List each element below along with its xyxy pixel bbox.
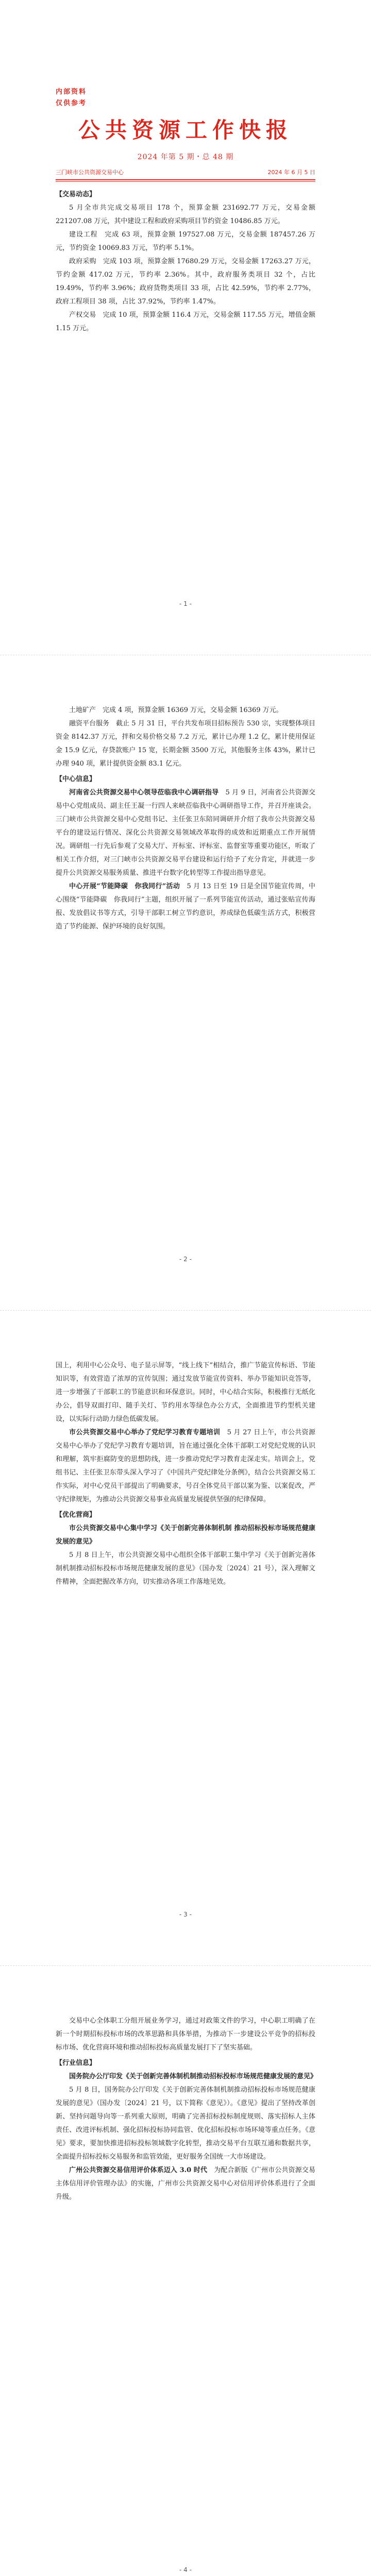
- tag-internal: 内部资料: [56, 88, 87, 96]
- tag-reference: 仅供参考: [56, 99, 87, 107]
- news-body: 5 月 13 日至 19 日是全国节能宣传周，中心围绕“节能降碳 你我同行”主题，组织开展了一系列节能宣传活动，通过张贴宣传海报、发放倡议书等方式，引导干部职工树立节约意识，养成绿色低碳生活方式，积极营造了节约能源、保护环境的良好氛围。: [56, 883, 315, 930]
- page-number: - 1 -: [179, 600, 192, 607]
- paragraph: 建设工程 完成 63 项，预算金额 197527.08 万元，交易金额 187457.26 万元，节约资金 10069.83 万元，节约率 5.1%。: [56, 231, 315, 252]
- news-item: [56, 786, 315, 880]
- page-number: - 3 -: [179, 1911, 192, 1918]
- section-heading-trading: 【交易动态】: [56, 191, 96, 198]
- section-heading-policy: 【优化营商】: [56, 1511, 96, 1519]
- news-headline: 广州公共资源交易信用评价体系迈入 3.0 时代: [69, 2166, 208, 2174]
- news-headline: 河南省公共资源交易中心领导莅临我中心调研指导: [69, 789, 219, 796]
- paragraph: 政府采购 完成 103 项，预算金额 17680.29 万元，交易金额 17263.27 万元，节约金额 417.02 万元，节约率 2.36%。其中，政府服务类项目 32 个，占比 19.49%，节约率 3.96%；政府货物类项目 33 项，占比 42.59%，节约率 2.77%，政府工程项目 38 项，占比 37.92%，节约率 1.47%。: [56, 258, 315, 306]
- news-body: 为配合新版《广州市公共资源交易主体信用评价管理办法》的实施，广州市公共资源交易中心对信用评价体系进行了全面升级。: [56, 2166, 315, 2201]
- page-number: - 2 -: [179, 1256, 192, 1263]
- masthead-tags: [56, 0, 315, 109]
- page-2: [0, 655, 371, 1311]
- masthead-meta: [56, 168, 315, 180]
- paragraph: 5 月 8 日，国务院办公厅印发《关于创新完善体制机制推动招标投标市场规范健康发展的意见》（国办发〔2024〕21 号，以下简称《意见》）。《意见》提出了坚持改革创新、坚持问题导向等一系列重大原则，明确了完善招标投标制度规则、落实招标人主体责任、改进评标机制、强化招标投标协同监管、优化招标投标市场环境等重点任务。《意见》要求，要加快推进招标投标领域数字化转型，推动交易平台互联互通和数据共享，全面提升招标投标交易服务和监管效能，更好服务全国统一大市场建设。: [56, 2086, 315, 2161]
- paragraph: 交易中心全体职工分组开展业务学习，通过对政策文件的学习，中心职工明确了在新一个时期招标投标市场的改革思路和具体举措，为推动下一步建设公平竞争的招标投标市场、优化营商环境和推动招标投标高质量发展打下了坚实基础。: [56, 2017, 315, 2052]
- paragraph: 5 月 8 日上午，市公共资源交易中心组织全体干部职工集中学习《关于创新完善体制机制推动招标投标市场规范健康发展的意见》（国办发〔2024〕21 号），深入理解文件精神，全面把握改革方向，切实推动各项工作落地见效。: [56, 1551, 315, 1586]
- page-number: - 4 -: [179, 2566, 192, 2573]
- page-1: [0, 0, 371, 655]
- publish-date: 2024 年 6 月 5 日: [267, 169, 315, 176]
- section-heading-industry: 【行业信息】: [56, 2059, 96, 2067]
- industry-headline: 国务院办公厅印发《关于创新完善体制机制推动招标投标市场规范健康发展的意见》: [69, 2073, 317, 2080]
- masthead-divider: [56, 181, 315, 182]
- section-heading-center: 【中心信息】: [56, 775, 96, 783]
- paragraph: 国上，利用中心公众号、电子显示屏等，“线上线下”相结合，推广节能宣传标语、节能知识等，有效营造了浓厚的宣传氛围；通过发放节能宣传资料、举办节能知识竞答等，进一步增强了干部职工的节能意识和环保意识。同时，中心结合实际，积极推行无纸化办公，倡导双面打印、随手关灯、节约用水等绿色办公方式，全面推进节约型机关建设，以实际行动助力绿色低碳发展。: [56, 1362, 315, 1423]
- page-4: [0, 1966, 371, 2576]
- news-item: [56, 880, 315, 934]
- masthead-title: 公共资源工作快报: [78, 117, 293, 143]
- publisher: 三门峡市公共资源交易中心: [56, 169, 124, 176]
- page-3: [0, 1311, 371, 1966]
- news-item: [56, 1426, 315, 1506]
- issue-number: 2024 年第 5 期・总 48 期: [137, 153, 234, 161]
- policy-headline: 市公共资源交易中心集中学习《关于创新完善体制机制 推动招标投标市场规范健康发展的意见》: [56, 1524, 315, 1546]
- news-body: 5 月 9 日，河南省公共资源交易中心党组成员、副主任王凝一行四人来峡莅临我中心调研指导工作，并召开座谈会。三门峡市公共资源交易中心党组书记、主任张卫东陪同调研并介绍了我市公共资源交易平台的建设运行情况、深化公共资源交易领域改革取得的成效和近期重点工作开展情况。调研组一行先后参观了交易大厅、开标室、评标室、监督室等重要功能区，听取了相关工作介绍，对三门峡市公共资源交易平台建设和运行给予了充分肯定，并就进一步提升公共资源交易服务质量、推进平台数字化转型等工作提出指导意见。: [56, 789, 315, 877]
- news-body: 5 月 27 日上午，市公共资源交易中心举办了党纪学习教育专题培训，旨在通过强化全体干部职工对党纪党规的认识和理解，筑牢拒腐防变的思想防线，进一步推动党纪学习教育走深走实。培训会上，党组书记、主任张卫东带头深入学习了《中国共产党纪律处分条例》，结合公共资源交易工作实际，对中心党员干部提出了明确要求，号召全体党员干部以案为鉴、以案促改，严守纪律规矩，为推动公共资源交易事业高质量发展提供坚强的纪律保障。: [56, 1429, 315, 1503]
- news-item: [56, 2164, 315, 2204]
- paragraph: 土地矿产 完成 4 项，预算金额 16369 万元，交易金额 16369 万元。: [69, 706, 283, 714]
- paragraph: 产权交易 完成 10 项，预算金额 116.4 万元，交易金额 117.55 万元，增值金额 1.15 万元。: [56, 311, 315, 332]
- paragraph: 融资平台服务 截止 5 月 31 日，平台共发布项目招标预告 530 宗，实现整体项目资金 8142.37 万元，拌和交易价格交易 7.2 万元，累计已办理 1.2 亿，累计使用保证金 15.9 亿元，存贷款账户 15 宽，长期金额 3500 万元，其他服务主体 43%，累计已办理 940 项，累计提供资金额 83.1 亿元。: [56, 720, 315, 768]
- news-headline: 中心开展“节能降碳 你我同行”活动: [69, 883, 180, 890]
- paragraph: 5 月全市共完成交易项目 178 个，预算金额 231692.77 万元，交易金额 221207.08 万元，其中建设工程和政府采购项目节约资金 10486.85 万元。: [56, 204, 315, 225]
- news-headline: 市公共资源交易中心举办了党纪学习教育专题培训: [69, 1429, 221, 1436]
